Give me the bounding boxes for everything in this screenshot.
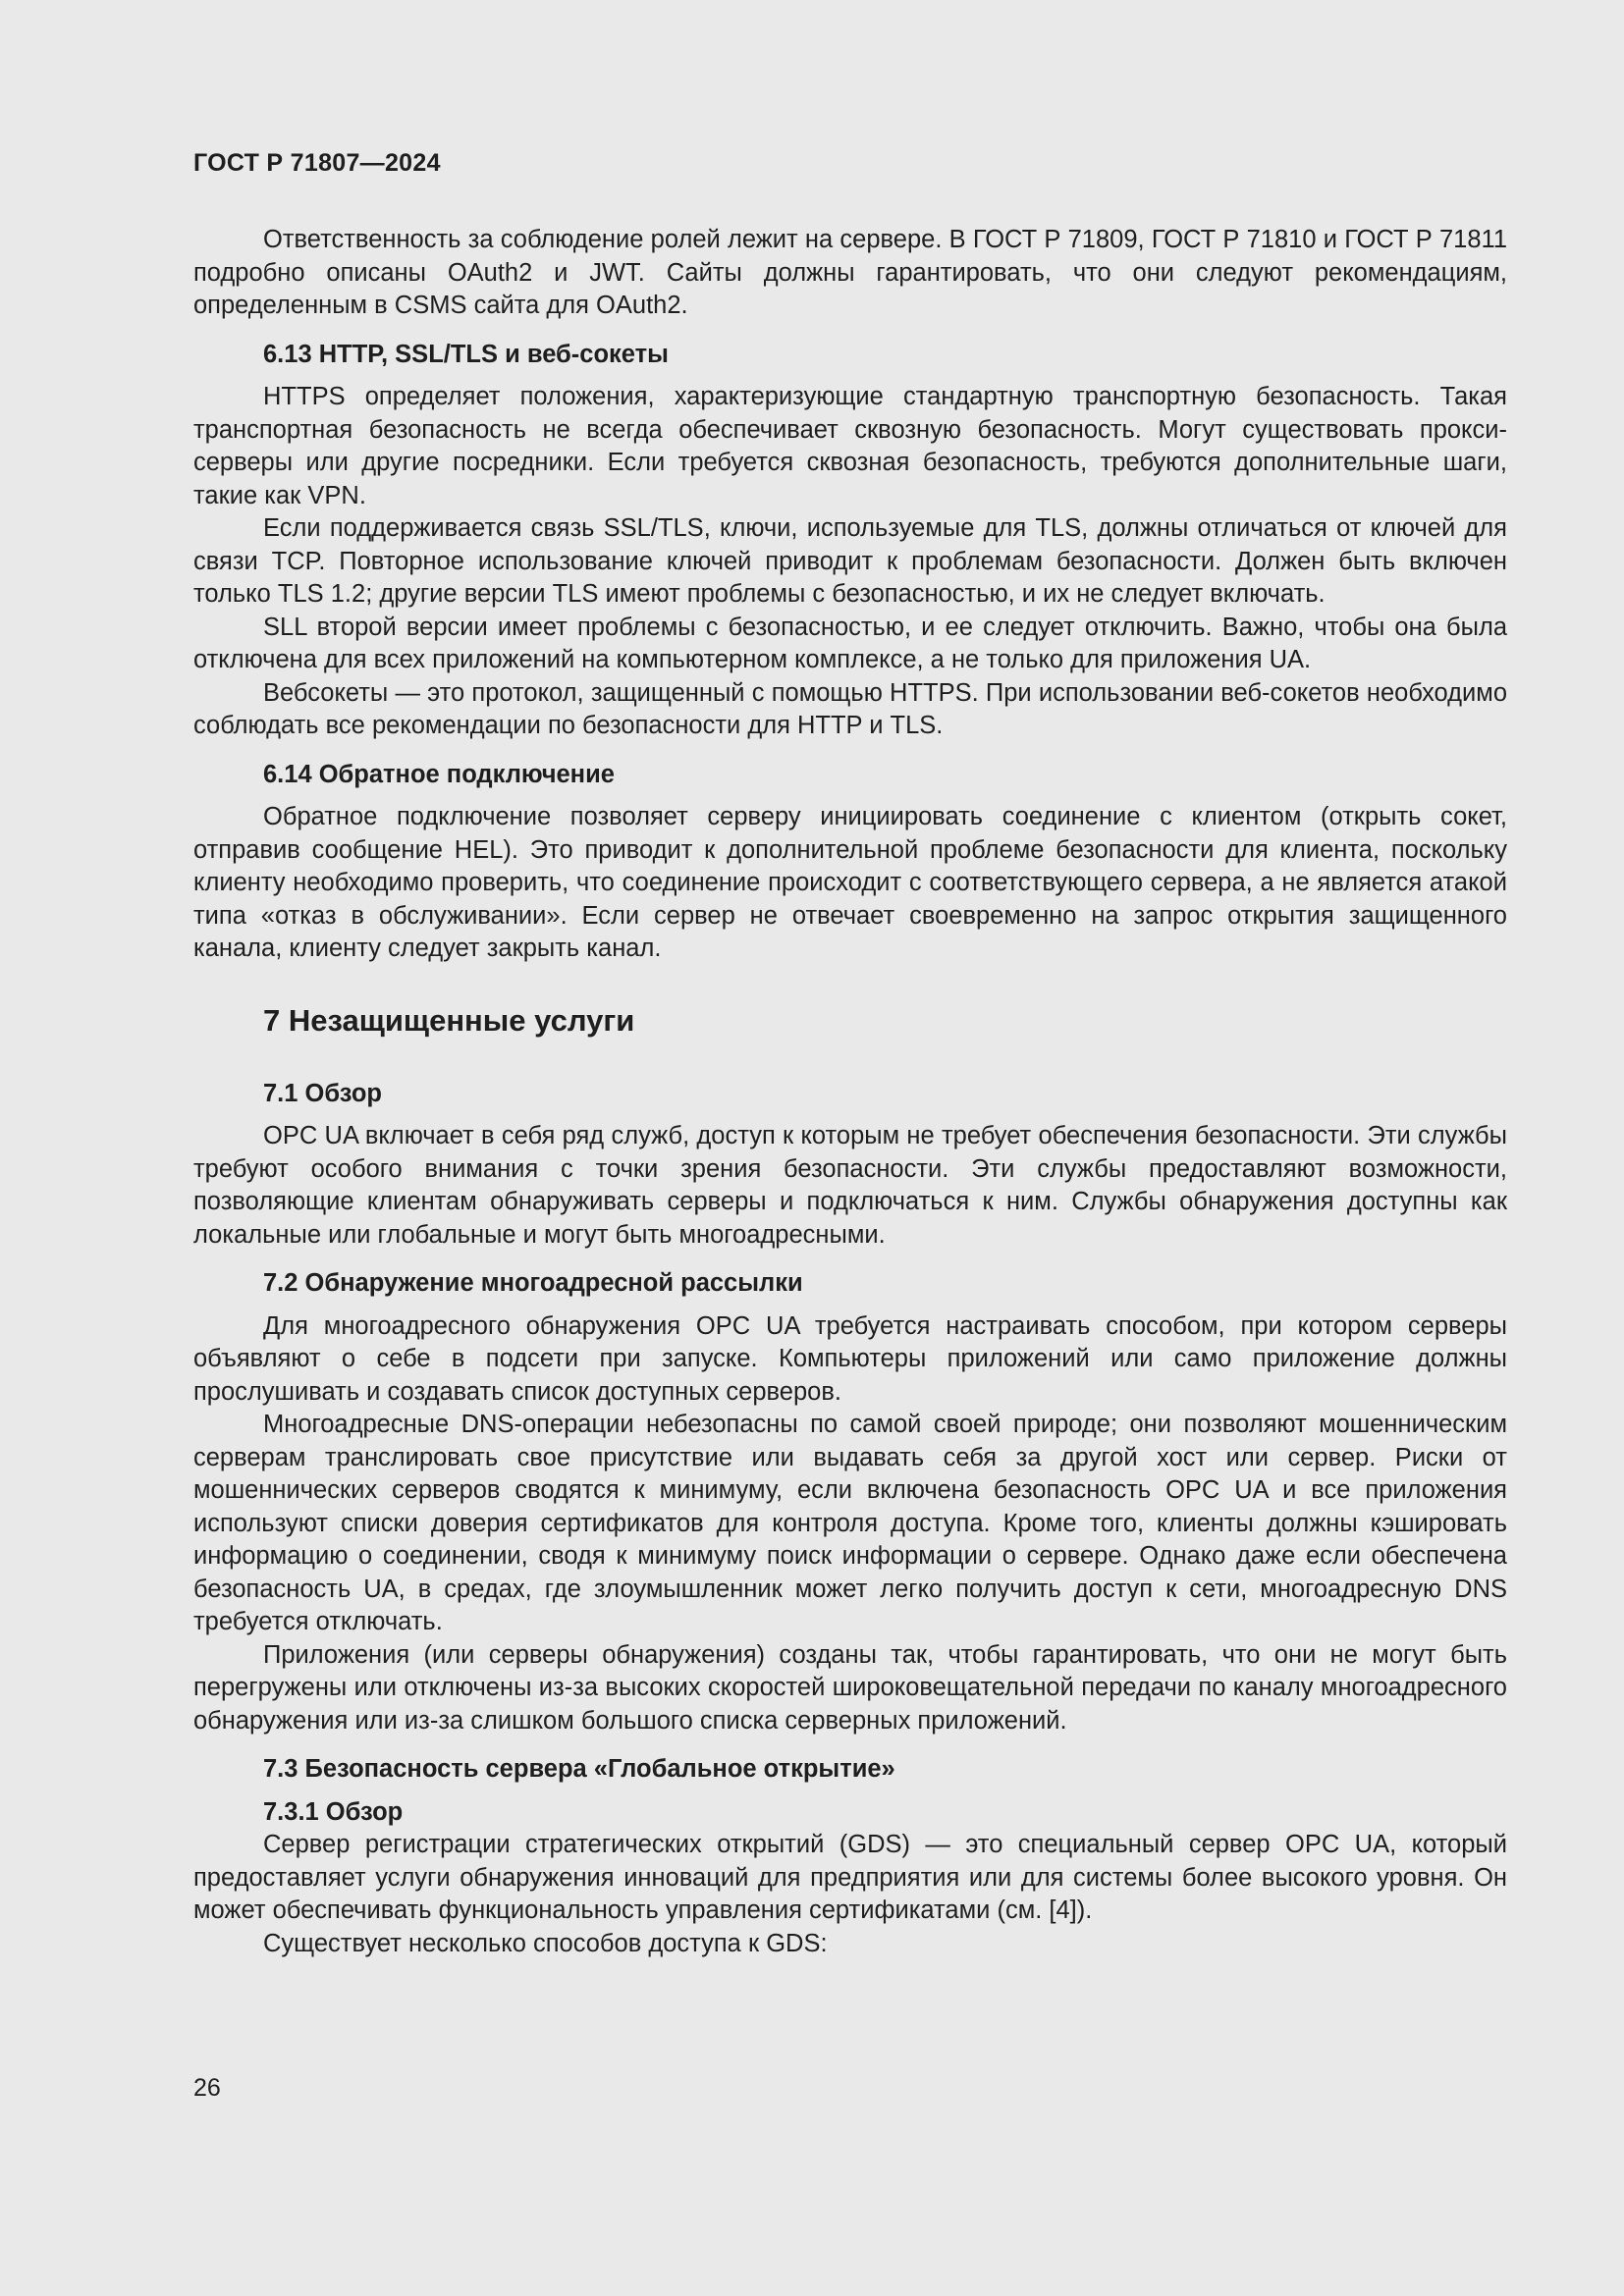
paragraph-6-13-2: Если поддерживается связь SSL/TLS, ключи, используемые для TLS, должны отличаться от ключей для связи TCP. Повторное использование ключей приводит к проблемам безопасности. Должен быть включен только TLS 1.2; другие версии TLS имеют проблемы с безопасностью, и их не следует включать.	[193, 514, 1507, 608]
paragraph-7-2-1: Для многоадресного обнаружения OPC UA требуется настраивать способом, при котором серверы объявляют о себе в подсети при запуске. Компьютеры приложений или само приложение должны прослушивать и создавать список доступных серверов.	[193, 1311, 1507, 1406]
document-body	[193, 224, 1507, 1960]
heading-7: 7 Незащищенные услуги	[263, 1002, 635, 1038]
document-header: ГОСТ Р 71807—2024	[193, 149, 441, 177]
paragraph-7-3-1-2: Существует несколько способов доступа к GDS:	[263, 1929, 828, 1957]
paragraph-6-13-1: HTTPS определяет положения, характеризующие стандартную транспортную безопасность. Такая транспортная безопасность не всегда обеспечивает сквозную безопасность. Могут существовать прокси-серверы или другие посредники. Если требуется сквозная безопасность, требуются дополнительные шаги, такие как VPN.	[193, 383, 1507, 509]
paragraph-7-1-1: OPC UA включает в себя ряд служб, доступ к которым не требует обеспечения безопасности. Эти службы требуют особого внимания с точки зрения безопасности. Эти службы предоставляют возможности, позволяющие клиентам обнаруживать серверы и подключаться к ним. Службы обнаружения доступны как локальные или глобальные и могут быть многоадресными.	[193, 1122, 1507, 1249]
paragraph-7-2-3: Приложения (или серверы обнаружения) созданы так, чтобы гарантировать, что они не могут быть перегружены или отключены из-за высоких скоростей широковещательной передачи по каналу многоадресного обнаружения или из-за слишком большого списка серверных приложений.	[193, 1640, 1507, 1735]
heading-7-2: 7.2 Обнаружение многоадресной рассылки	[263, 1269, 803, 1297]
paragraph-6-14-1: Обратное подключение позволяет серверу инициировать соединение с клиентом (открыть сокет, отправив сообщение HEL). Это приводит к дополнительной проблеме безопасности для клиента, поскольку клиенту необходимо проверить, что соединение происходит с соответствующего сервера, а не является атакой типа «отказ в обслуживании». Если сервер не отвечает своевременно на запрос открытия защищенного канала, клиенту следует закрыть канал.	[193, 803, 1507, 962]
heading-7-1: 7.1 Обзор	[263, 1079, 382, 1107]
paragraph-6-13-4: Вебсокеты — это протокол, защищенный с помощью HTTPS. При использовании веб-сокетов необходимо соблюдать все рекомендации по безопасности для HTTP и TLS.	[193, 678, 1507, 739]
heading-7-3: 7.3 Безопасность сервера «Глобальное открытие»	[263, 1755, 895, 1783]
paragraph-6-13-3: SLL второй версии имеет проблемы с безопасностью, и ее следует отключить. Важно, чтобы она была отключена для всех приложений на компьютерном комплексе, а не только для приложения UA.	[193, 613, 1507, 673]
document-page	[193, 0, 1507, 2296]
paragraph-7-3-1-1: Сервер регистрации стратегических открытий (GDS) — это специальный сервер OPC UA, который предоставляет услуги обнаружения инноваций для предприятия или для системы более высокого уровня. Он может обеспечивать функциональность управления сертификатами (см. [4]).	[193, 1831, 1507, 1924]
paragraph-7-2-2: Многоадресные DNS-операции небезопасны по самой своей природе; они позволяют мошенническим серверам транслировать свое присутствие или выдавать себя за другой хост или сервер. Риски от мошеннических серверов сводятся к минимуму, если включена безопасность OPC UA и все приложения используют списки доверия сертификатов для контроля доступа. Кроме того, клиенты должны кэшировать информацию о соединении, сводя к минимуму поиск информации о сервере. Однако даже если обеспечена безопасность UA, в средах, где злоумышленник может легко получить доступ к сети, многоадресную DNS требуется отключать.	[193, 1411, 1507, 1635]
heading-6-13: 6.13 HTTP, SSL/TLS и веб-сокеты	[263, 340, 669, 368]
heading-7-3-1: 7.3.1 Обзор	[263, 1797, 404, 1826]
heading-6-14: 6.14 Обратное подключение	[263, 760, 615, 788]
paragraph-roles: Ответственность за соблюдение ролей лежит на сервере. В ГОСТ Р 71809, ГОСТ Р 71810 и ГОСТ Р 71811 подробно описаны OAuth2 и JWT. Сайты должны гарантировать, что они следуют рекомендациям, определенным в CSMS сайта для OAuth2.	[193, 226, 1507, 319]
page-number: 26	[193, 2074, 221, 2102]
